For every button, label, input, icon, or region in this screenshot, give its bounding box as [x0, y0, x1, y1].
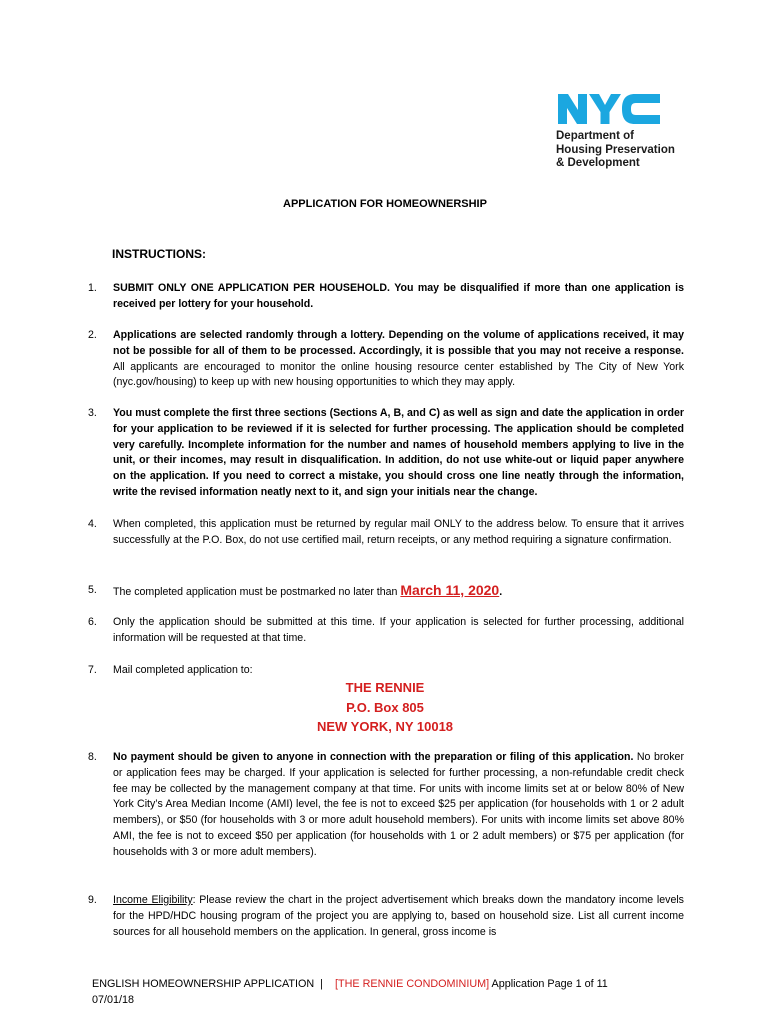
footer-date: 07/01/18 — [92, 993, 135, 1006]
nyc-logo-icon — [556, 92, 662, 126]
instruction-item-9 — [88, 893, 684, 940]
address-line3: NEW YORK, NY 10018 — [316, 719, 454, 734]
item-text: Only the application should be submitted at this time. If your application is selected for further processing, additional information will be requested at that time. — [113, 616, 684, 644]
instruction-item-8 — [88, 750, 684, 861]
footer-page-number: Application Page 1 of 11 — [489, 978, 608, 990]
instruction-item-1 — [88, 281, 684, 313]
logo-dept-line1: Department of — [556, 130, 634, 142]
item-number: 6. — [88, 616, 97, 628]
mailing-address — [0, 678, 770, 737]
instruction-item-6 — [88, 615, 684, 647]
item-text: The completed application must be postmarked no later than — [113, 586, 401, 598]
page-footer — [92, 977, 608, 1008]
instruction-item-7 — [88, 663, 684, 679]
item-underlined-term: Income Eligibility — [113, 894, 193, 906]
instruction-item-4 — [88, 517, 684, 549]
item-bold-text: SUBMIT ONLY ONE APPLICATION PER HOUSEHOLD. You may be disqualified if more than one application is received per lottery for your household. — [113, 282, 684, 310]
item-bold-text: No payment should be given to anyone in connection with the preparation or filing of this application. — [113, 751, 634, 763]
item-text: : Please review the chart in the project advertisement which breaks down the mandatory income levels for the HPD/HDC housing program of the project you are applying to, based on household size. List all current income sources for all household members on the application. In general, gross income is — [113, 894, 684, 938]
item-text: All applicants are encouraged to monitor the online housing resource center established by The City of New York (nyc.gov/housing) to keep up with new housing opportunities to which they may apply. — [113, 360, 684, 389]
item-number: 2. — [88, 329, 97, 341]
item-text: No broker or application fees may be charged. If your application is selected for further processing, a non-refundable credit check fee may be collected by the management company at that time. For units with income limits set at or below 80% of New York City’s Area Median Income (AMI) level, the fee is not to exceed $25 per application (for households with 1 or 2 adult members), or $50 (for households with 3 or more adult household members). For units with income limits set above 80% AMI, the fee is not to exceed $50 per application (for households with 1 or 2 adult members) or $75 per application (for households with 3 or more adult members). — [113, 751, 684, 858]
footer-project-name: [THE RENNIE CONDOMINIUM] — [334, 978, 490, 990]
nyc-hpd-logo — [556, 92, 686, 171]
instruction-item-2 — [88, 328, 684, 391]
address-line2: P.O. Box 805 — [346, 699, 424, 715]
deadline-date: March 11, 2020 — [400, 582, 500, 598]
instruction-item-3 — [88, 406, 684, 501]
logo-dept-line3: & Development — [556, 157, 640, 169]
item-period: . — [499, 586, 503, 598]
item-text: When completed, this application must be returned by regular mail ONLY to the address below. To ensure that it arrives successfully at the P.O. Box, do not use certified mail, return receipts, or any method requiring a signature confirmation. — [113, 518, 684, 546]
item-number: 9. — [88, 894, 97, 906]
item-number: 1. — [88, 282, 97, 294]
item-number: 3. — [88, 407, 97, 419]
item-number: 8. — [88, 751, 97, 763]
item-number: 4. — [88, 518, 97, 530]
logo-dept-line2: Housing Preservation — [556, 143, 675, 156]
footer-left-text: ENGLISH HOMEOWNERSHIP APPLICATION | — [92, 978, 335, 990]
item-number: 5. — [88, 584, 97, 596]
instruction-item-5 — [88, 583, 684, 601]
address-line1: THE RENNIE — [345, 680, 425, 695]
item-number: 7. — [88, 664, 97, 676]
item-text: Mail completed application to: — [113, 664, 253, 676]
document-title: APPLICATION FOR HOMEOWNERSHIP — [283, 198, 487, 210]
item-bold-text: Applications are selected randomly through a lottery. Depending on the volume of applications received, it may not be possible for all of them to be processed. Accordingly, it is possible that you may not receive a response. — [113, 329, 684, 357]
instructions-heading: INSTRUCTIONS: — [112, 247, 206, 261]
item-bold-text: You must complete the first three sections (Sections A, B, and C) as well as sign and date the application in order for your application to be reviewed if it is selected for further processing. The application should be completed very carefully. Incomplete information for the number and names of household members applying to live in the unit, or their incomes, may result in disqualification. In addition, do not use white-out or liquid paper anywhere on the application. If you need to correct a mistake, you should cross one line neatly through the information, write the revised information neatly next to it, and sign your initials near the change. — [113, 407, 684, 498]
